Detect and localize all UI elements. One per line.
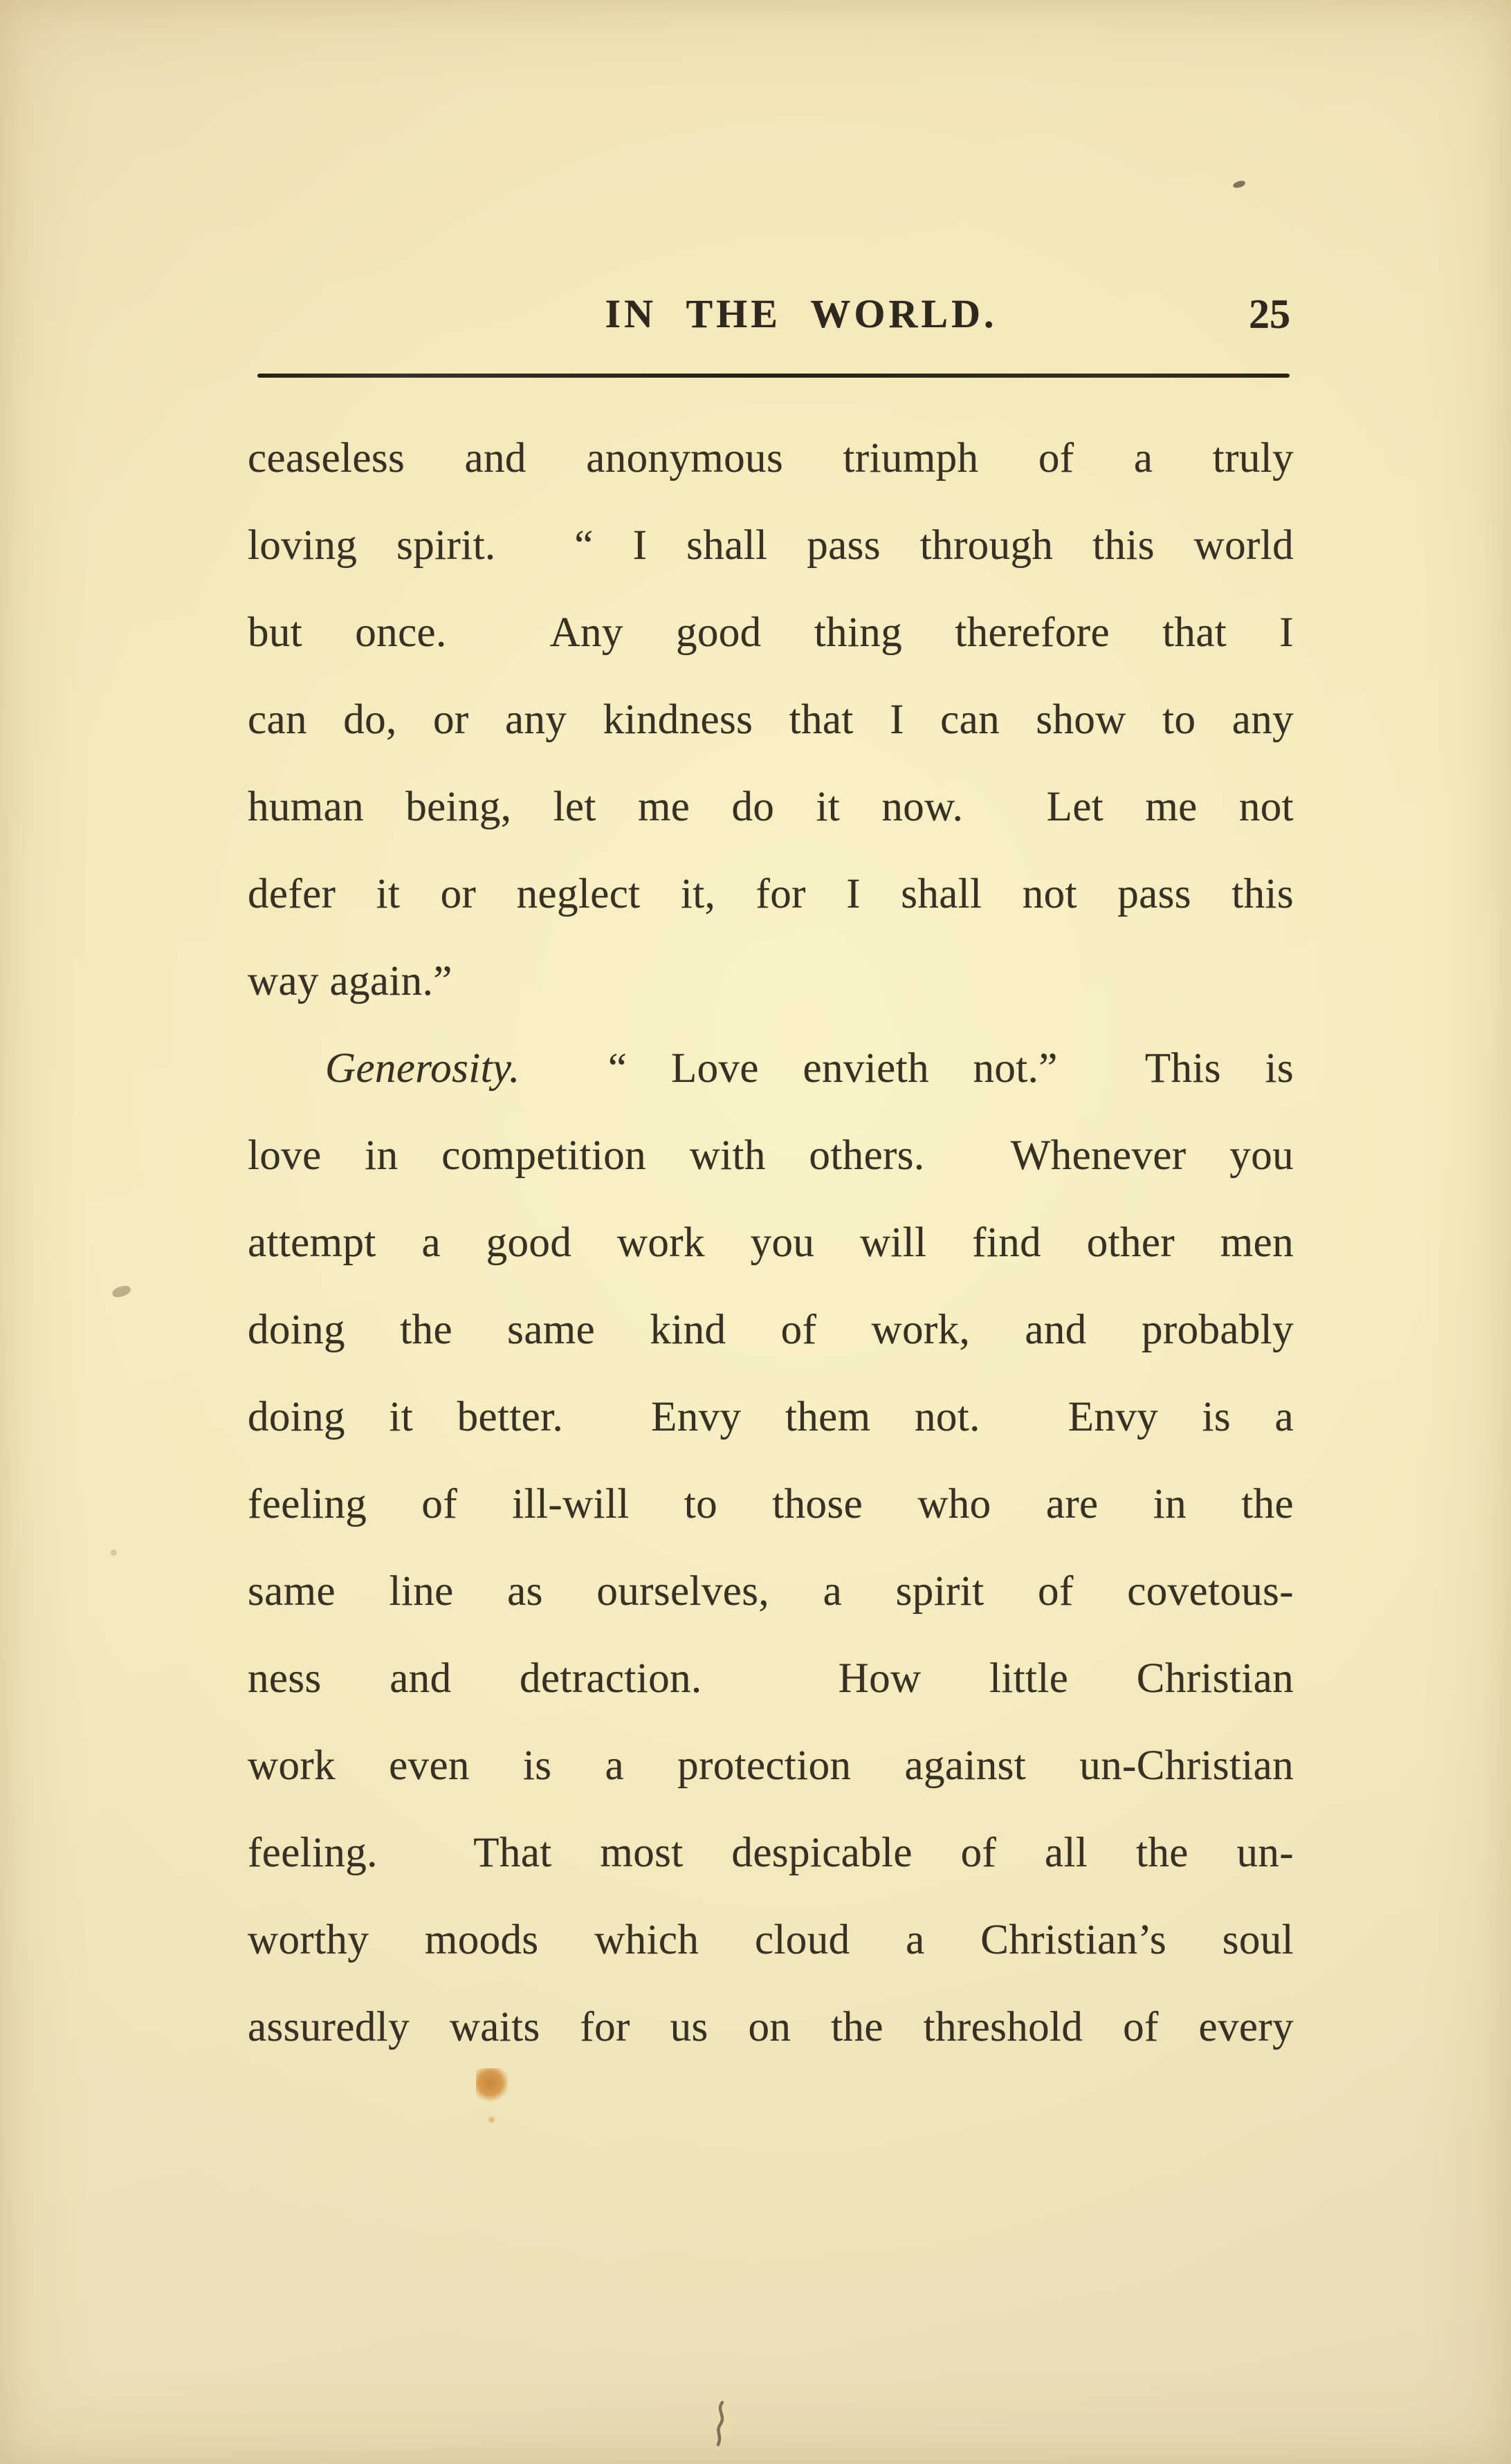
text-line: ceaseless and anonymous triumph of a truly bbox=[248, 435, 1294, 481]
text-line-paragraph-end: way again.” bbox=[248, 958, 452, 1004]
running-title: IN THE WORLD. bbox=[605, 291, 998, 336]
text-line: feeling of ill-will to those who are in the bbox=[248, 1481, 1294, 1527]
text-line: doing the same kind of work, and probably bbox=[248, 1307, 1294, 1353]
text-line: same line as ourselves, a spirit of covetous- bbox=[248, 1568, 1294, 1615]
text-line: love in competition with others. Whenever you bbox=[248, 1132, 1294, 1179]
text-line: assuredly waits for us on the threshold of every bbox=[248, 2004, 1294, 2050]
text-line: worthy moods which cloud a Christian’s soul bbox=[248, 1917, 1294, 1963]
ink-fleck bbox=[1232, 180, 1245, 189]
text-line: loving spirit. “ I shall pass through this world bbox=[248, 522, 1294, 569]
foxing-stain-large bbox=[476, 2068, 508, 2103]
text-line: defer it or neglect it, for I shall not pass this bbox=[248, 871, 1294, 917]
page-header bbox=[259, 289, 1290, 339]
text-line-rest: “ Love envieth not.” This is bbox=[520, 1045, 1294, 1092]
text-line: work even is a protection against un-Christian bbox=[248, 1743, 1294, 1789]
paper-fleck bbox=[111, 1284, 131, 1299]
text-line: feeling. That most despicable of all the un- bbox=[248, 1830, 1294, 1876]
text-line: human being, let me do it now. Let me not bbox=[248, 784, 1294, 830]
paper-fleck-faint bbox=[111, 1550, 117, 1556]
text-line: doing it better. Envy them not. Envy is a bbox=[248, 1394, 1294, 1440]
foxing-stain-small bbox=[487, 2115, 496, 2124]
text-line: attempt a good work you will find other men bbox=[248, 1220, 1294, 1266]
text-line-paragraph2-first bbox=[248, 1025, 1294, 1112]
text-line: ness and detraction. How little Christian bbox=[248, 1655, 1294, 1702]
text-line: but once. Any good thing therefore that I bbox=[248, 609, 1294, 656]
body-text bbox=[248, 415, 1294, 2071]
fiber-squiggle-mark bbox=[710, 2399, 733, 2452]
generosity-italic-lead: Generosity. bbox=[325, 1045, 520, 1092]
text-line: can do, or any kindness that I can show to any bbox=[248, 697, 1294, 743]
page-number: 25 bbox=[1249, 291, 1290, 337]
header-rule bbox=[257, 374, 1290, 378]
